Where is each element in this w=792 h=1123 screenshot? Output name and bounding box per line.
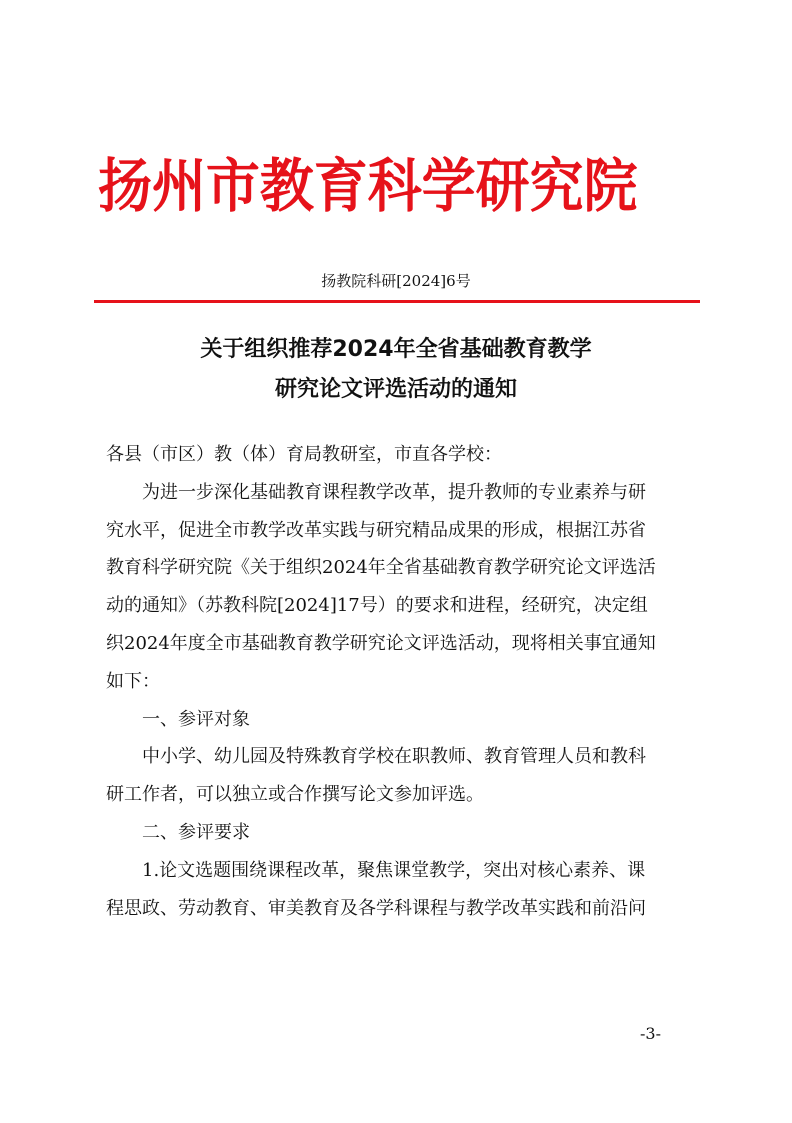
body-line: 1.论文选题围绕课程改革，聚焦课堂教学，突出对核心素养、课 (142, 859, 646, 881)
body-line: 教育科学研究院《关于组织2024年全省基础教育教学研究论文评选活 (106, 557, 656, 579)
section-heading-2: 二、参评要求 (142, 821, 250, 843)
notice-title-line-2: 研究论文评选活动的通知 (274, 377, 517, 402)
page-number: -3- (640, 1024, 661, 1043)
body-line: 动的通知》（苏教科院[2024]17号）的要求和进程，经研究，决定组 (106, 595, 648, 617)
body-line: 中小学、幼儿园及特殊教育学校在职教师、教育管理人员和教科 (142, 746, 646, 768)
section-heading-1: 一、参评对象 (142, 708, 250, 730)
notice-title-line-1: 关于组织推荐2024年全省基础教育教学 (200, 337, 592, 362)
institution-header: 扬州市教育科学研究院 (98, 152, 638, 220)
body-line: 程思政、劳动教育、审美教育及各学科课程与教学改革实践和前沿问 (106, 897, 646, 919)
notice-body (106, 436, 710, 927)
red-divider-line (94, 300, 700, 303)
body-line: 织2024年度全市基础教育教学研究论文评选活动，现将相关事宜通知 (106, 632, 656, 654)
body-line: 究水平，促进全市教学改革实践与研究精品成果的形成，根据江苏省 (106, 519, 646, 541)
body-line: 如下： (106, 670, 160, 692)
salutation: 各县（市区）教（体）育局教研室，市直各学校： (106, 444, 502, 465)
body-line: 研工作者，可以独立或合作撰写论文参加评选。 (106, 784, 484, 806)
body-line: 为进一步深化基础教育课程教学改革，提升教师的专业素养与研 (142, 481, 646, 503)
document-number: 扬教院科研[2024]6号 (321, 272, 471, 290)
